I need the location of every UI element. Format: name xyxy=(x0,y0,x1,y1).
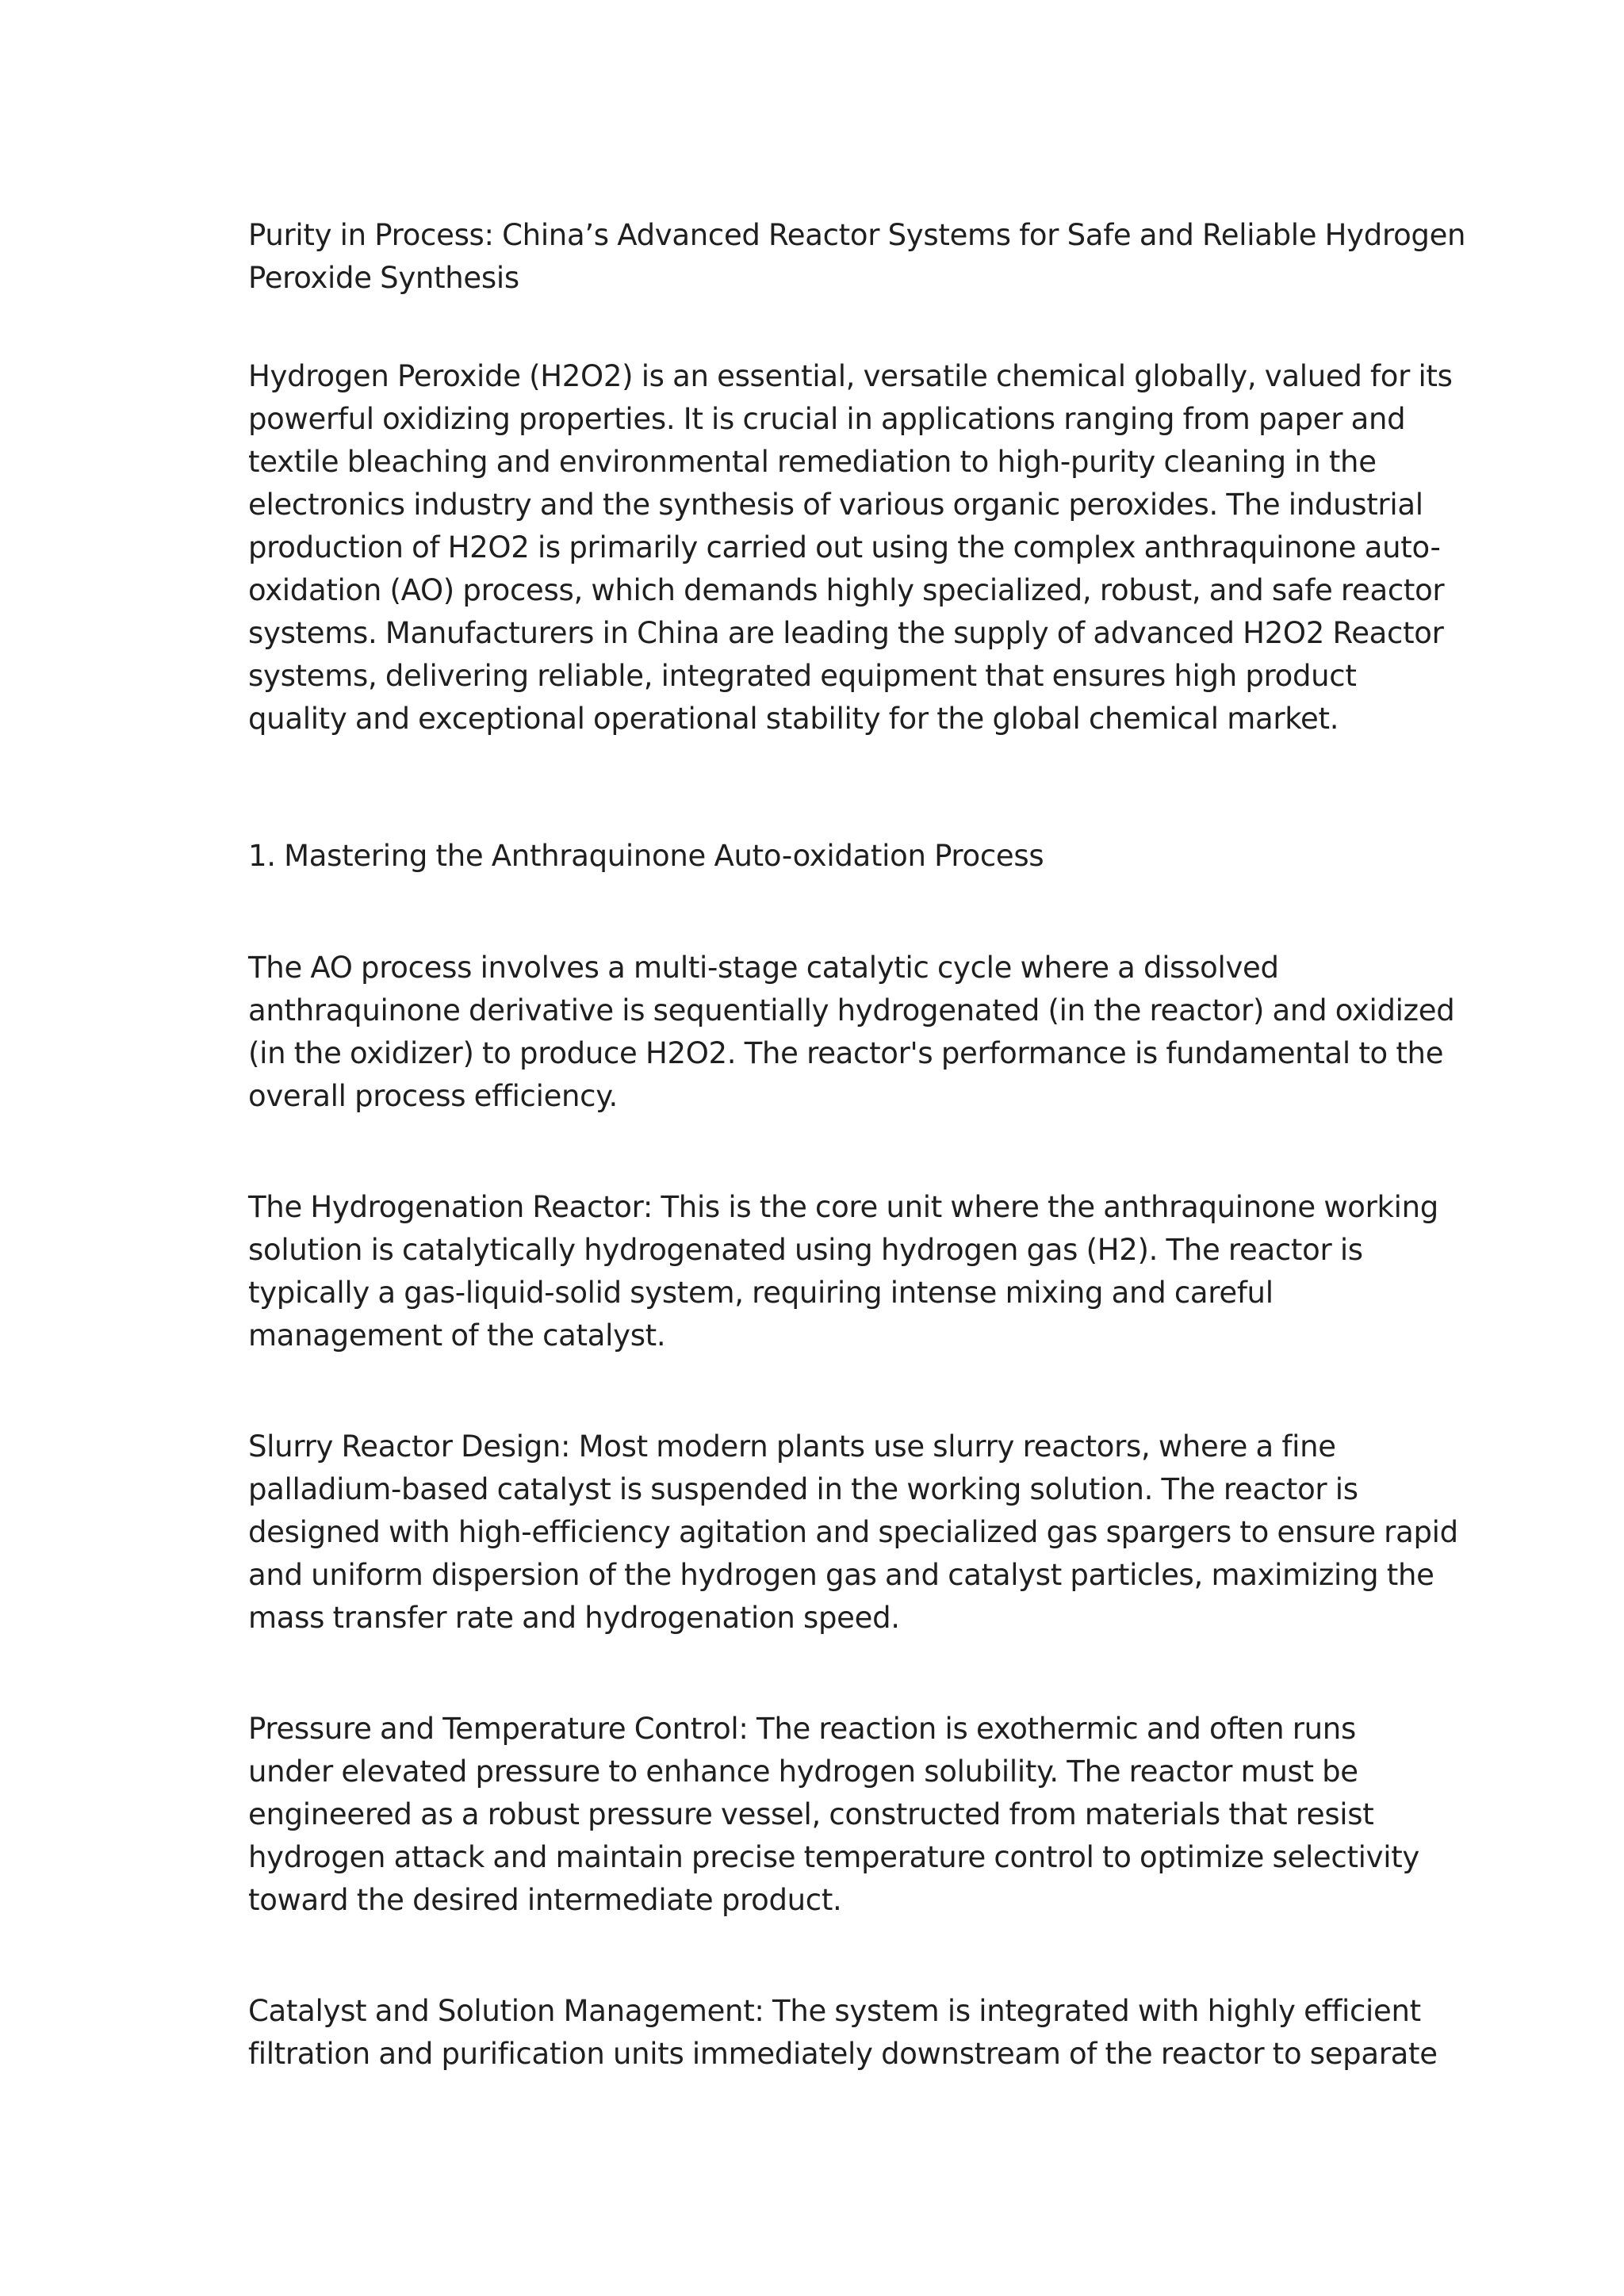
section-heading-text: 1. Mastering the Anthraquinone Auto-oxidation Process xyxy=(248,839,1044,873)
paragraph-line: systems. Manufacturers in China are leading the supply of advanced H2O2 Reactor xyxy=(248,616,1444,650)
paragraph-line: anthraquinone derivative is sequentially hydrogenated (in the reactor) and oxidized xyxy=(248,993,1455,1027)
paragraph-line: filtration and purification units immediately downstream of the reactor to separate xyxy=(248,2037,1438,2071)
hydrogenation-reactor-paragraph xyxy=(248,1186,1438,1357)
section-heading xyxy=(248,835,1390,878)
slurry-reactor-paragraph xyxy=(248,1425,1458,1640)
paragraph-line: typically a gas-liquid-solid system, requiring intense mixing and careful xyxy=(248,1276,1274,1310)
paragraph-line: oxidation (AO) process, which demands highly specialized, robust, and safe reactor xyxy=(248,573,1445,607)
paragraph-line: Hydrogen Peroxide (H2O2) is an essential, versatile chemical globally, valued for its xyxy=(248,359,1453,393)
intro-paragraph xyxy=(248,355,1453,740)
catalyst-management-paragraph xyxy=(248,1990,1438,2076)
paragraph-line: (in the oxidizer) to produce H2O2. The reactor's performance is fundamental to the xyxy=(248,1036,1444,1070)
paragraph-line: toward the desired intermediate product. xyxy=(248,1883,842,1917)
paragraph-line: designed with high-efficiency agitation and specialized gas spargers to ensure rapid xyxy=(248,1515,1458,1549)
paragraph-line: systems, delivering reliable, integrated equipment that ensures high product xyxy=(248,659,1357,693)
paragraph-line: palladium-based catalyst is suspended in the working solution. The reactor is xyxy=(248,1472,1358,1506)
paragraph-line: engineered as a robust pressure vessel, constructed from materials that resist xyxy=(248,1797,1374,1831)
ao-process-paragraph xyxy=(248,947,1455,1118)
paragraph-line: and uniform dispersion of the hydrogen gas and catalyst particles, maximizing the xyxy=(248,1558,1434,1592)
paragraph-line: quality and exceptional operational stability for the global chemical market. xyxy=(248,702,1339,736)
paragraph-line: The AO process involves a multi-stage catalytic cycle where a dissolved xyxy=(248,951,1279,985)
paragraph-line: Catalyst and Solution Management: The system is integrated with highly efficient xyxy=(248,1994,1421,2028)
paragraph-line: electronics industry and the synthesis of various organic peroxides. The industrial xyxy=(248,488,1423,522)
paragraph-line: solution is catalytically hydrogenated using hydrogen gas (H2). The reactor is xyxy=(248,1233,1363,1267)
paragraph-line: overall process efficiency. xyxy=(248,1079,619,1113)
paragraph-line: hydrogen attack and maintain precise temperature control to optimize selectivity xyxy=(248,1840,1420,1874)
paragraph-line: powerful oxidizing properties. It is crucial in applications ranging from paper and xyxy=(248,402,1406,436)
title-line: Peroxide Synthesis xyxy=(248,261,519,295)
paragraph-line: The Hydrogenation Reactor: This is the core unit where the anthraquinone working xyxy=(248,1190,1438,1224)
paragraph-line: Slurry Reactor Design: Most modern plants use slurry reactors, where a fine xyxy=(248,1429,1336,1464)
paragraph-line: production of H2O2 is primarily carried out using the complex anthraquinone auto- xyxy=(248,530,1441,564)
paragraph-line: mass transfer rate and hydrogenation speed. xyxy=(248,1601,900,1635)
document-title xyxy=(248,214,1466,300)
document-body xyxy=(248,214,1466,2076)
paragraph-line: management of the catalyst. xyxy=(248,1318,666,1353)
paragraph-line: textile bleaching and environmental remediation to high-purity cleaning in the xyxy=(248,445,1377,479)
title-line: Purity in Process: China’s Advanced Reactor Systems for Safe and Reliable Hydrogen xyxy=(248,218,1466,252)
paragraph-line: under elevated pressure to enhance hydrogen solubility. The reactor must be xyxy=(248,1755,1358,1789)
paragraph-line: Pressure and Temperature Control: The reaction is exothermic and often runs xyxy=(248,1712,1356,1746)
pressure-temperature-paragraph xyxy=(248,1708,1420,1922)
